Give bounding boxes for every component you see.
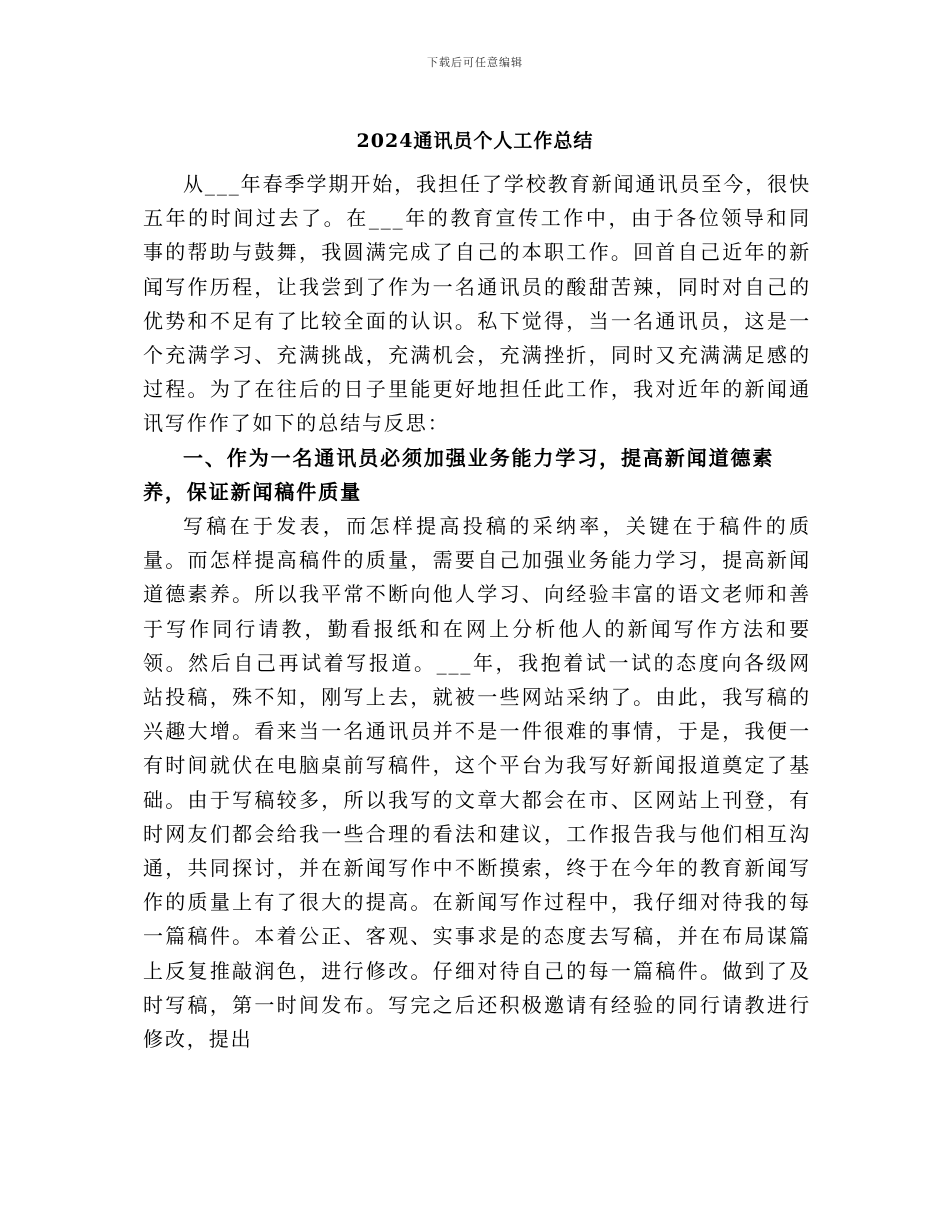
intro-paragraph: 从___年春季学期开始，我担任了学校教育新闻通讯员至今，很快五年的时间过去了。在___年的教育宣传工作中，由于各位领导和同事的帮助与鼓舞，我圆满完成了自己的本职工作。回首自己近年的新闻写作历程，让我尝到了作为一名通讯员的酸甜苦辣，同时对自己的优势和不足有了比较全面的认识。私下觉得，当一名通讯员，这是一个充满学习、充满挑战，充满机会，充满挫折，同时又充满满足感的过程。为了在往后的日子里能更好地担任此工作，我对近年的新闻通讯写作作了如下的总结与反思： [143,172,811,436]
section-1-heading: 一、作为一名通讯员必须加强业务能力学习，提高新闻道德素养，保证新闻稿件质量 [143,445,775,504]
document-title: 2024通讯员个人工作总结 [356,130,594,152]
document-body [143,167,811,1056]
header-note: 下载后可任意编辑 [427,56,523,69]
section-1-paragraph: 写稿在于发表，而怎样提高投稿的采纳率，关键在于稿件的质量。而怎样提高稿件的质量，需要自己加强业务能力学习，提高新闻道德素养。所以我平常不断向他人学习、向经验丰富的语文老师和善于写作同行请教，勤看报纸和在网上分析他人的新闻写作方法和要领。然后自己再试着写报道。___年，我抱着试一试的态度向各级网站投稿，殊不知，刚写上去，就被一些网站采纳了。由此，我写稿的兴趣大增。看来当一名通讯员并不是一件很难的事情，于是，我便一有时间就伏在电脑桌前写稿件，这个平台为我写好新闻报道奠定了基础。由于写稿较多，所以我写的文章大都会在市、区网站上刊登，有时网友们都会给我一些合理的看法和建议，工作报告我与他们相互沟通，共同探讨，并在新闻写作中不断摸索，终于在今年的教育新闻写作的质量上有了很大的提高。在新闻写作过程中，我仔细对待我的每一篇稿件。本着公正、客观、实事求是的态度去写稿，并在布局谋篇上反复推敲润色，进行修改。仔细对待自己的每一篇稿件。做到了及时写稿，第一时间发布。写完之后还积极邀请有经验的同行请教进行修改，提出 [143,514,811,1052]
